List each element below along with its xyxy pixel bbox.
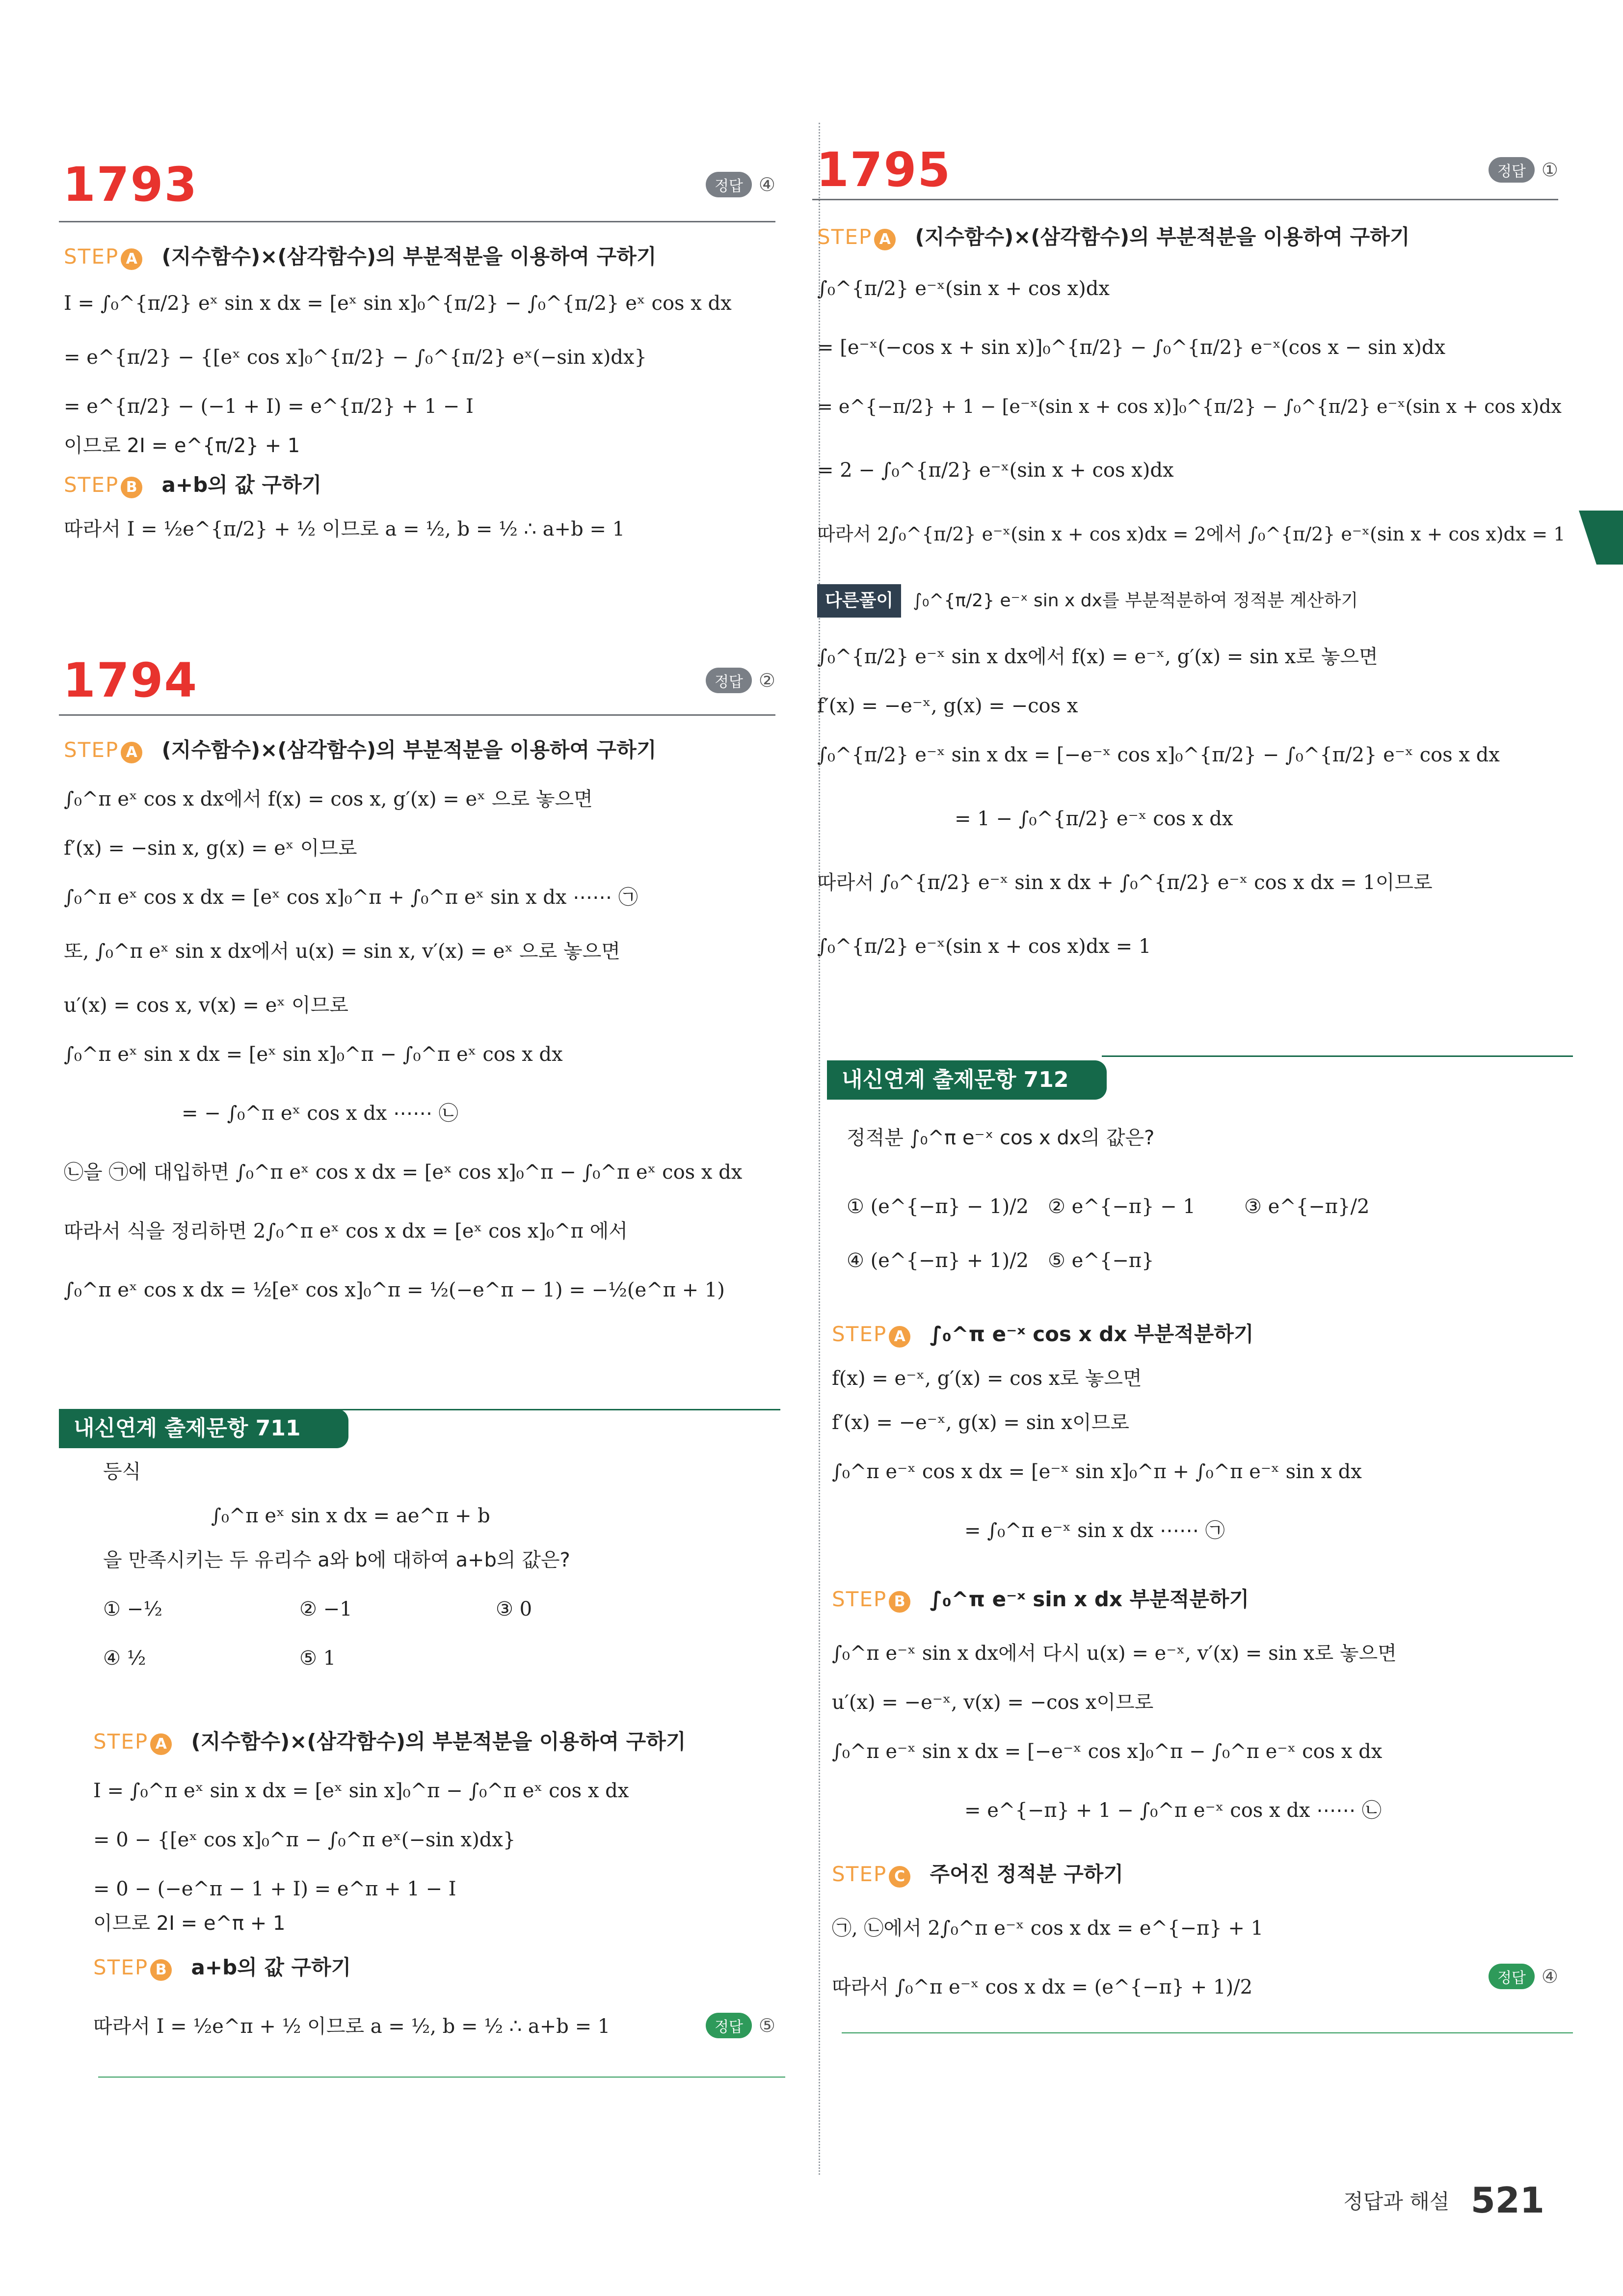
question-711 [59,1404,775,2091]
question-equation: ∫₀^π eˣ sin x dx = ae^π + b [211,1505,490,1527]
problem-1794 [59,653,775,1389]
math-line: ∫₀^π e⁻ˣ sin x dx = [−e⁻ˣ cos x]₀^π − ∫₀^π e⁻ˣ cos x dx [832,1740,1383,1763]
math-line: = 2 − ∫₀^{π/2} e⁻ˣ(sin x + cos x)dx [817,459,1174,482]
math-line: 이므로 2I = e^{π/2} + 1 [64,434,300,457]
choice[interactable]: ② −1 [299,1598,352,1621]
step-a-heading: STEP A (지수함수)×(삼각함수)의 부분적분을 이용하여 구하기 [64,736,656,764]
math-line: = − ∫₀^π eˣ cos x dx ⋯⋯ ㉡ [182,1102,458,1125]
math-line: ㉠, ㉡에서 2∫₀^π e⁻ˣ cos x dx = e^{−π} + 1 [832,1917,1264,1940]
step-a-heading: STEP A (지수함수)×(삼각함수)의 부분적분을 이용하여 구하기 [64,1728,686,1756]
final-line: 따라서 I = ½e^π + ½ 이므로 a = ½, b = ½ ∴ a+b = 1 [93,2015,611,2038]
choice[interactable]: ② e^{−π} − 1 [1048,1195,1196,1218]
right-column [812,0,1566,2296]
step-b-heading: STEP B ∫₀^π e⁻ˣ sin x dx 부분적분하기 [817,1586,1249,1613]
divider-line [59,221,775,222]
math-line: ∫₀^π e⁻ˣ cos x dx = [e⁻ˣ sin x]₀^π + ∫₀^π e⁻ˣ sin x dx [832,1460,1362,1483]
math-line: 따라서 식을 정리하면 2∫₀^π eˣ cos x dx = [eˣ cos x]₀^π 에서 [64,1220,628,1243]
choice[interactable]: ⑤ 1 [299,1647,336,1670]
choice[interactable]: ③ 0 [496,1598,532,1621]
problem-1793 [59,157,775,599]
problem-1795 [812,142,1566,977]
answer-value: ⑤ [758,2015,775,2036]
answer-label: 정답 [706,668,752,693]
answer-tag [706,668,775,693]
math-line: = 0 − (−e^π − 1 + I) = e^π + 1 − I [93,1878,456,1900]
question-stem: 등식 [103,1460,141,1483]
math-line: f′(x) = −sin x, g(x) = eˣ 이므로 [64,837,357,860]
section-tab[interactable] [1579,511,1623,565]
math-line: = e^{−π/2} + 1 − [e⁻ˣ(sin x + cos x)]₀^{π/2} − ∫₀^{π/2} e⁻ˣ(sin x + cos x)dx [817,396,1562,417]
math-line: 이므로 2I = e^π + 1 [93,1912,286,1935]
math-line: f′(x) = −e⁻ˣ, g(x) = −cos x [817,695,1078,717]
question-banner: 내신연계 출제문항 711 [59,1409,348,1448]
banner-rule [1102,1055,1573,1057]
math-line: ㉡을 ㉠에 대입하면 ∫₀^π eˣ cos x dx = [eˣ cos x]₀^π − ∫₀^π eˣ cos x dx [64,1161,743,1184]
math-line: = ∫₀^π e⁻ˣ sin x dx ⋯⋯ ㉠ [964,1519,1225,1542]
divider-line [812,199,1558,200]
step-b-heading: STEP B a+b의 값 구하기 [64,1954,351,1981]
step-b-heading: STEP B a+b의 값 구하기 [64,471,321,499]
math-line: = e^{π/2} − (−1 + I) = e^{π/2} + 1 − I [64,395,474,418]
problem-number: 1795 [816,142,952,197]
step-a-heading: STEP A ∫₀^π e⁻ˣ cos x dx 부분적분하기 [817,1321,1254,1348]
question-stem: 을 만족시키는 두 유리수 a와 b에 대하여 a+b의 값은? [103,1549,570,1571]
final-line: 따라서 I = ½e^{π/2} + ½ 이므로 a = ½, b = ½ ∴ a+b = 1 [64,518,625,540]
math-line: ∫₀^π eˣ sin x dx = [eˣ sin x]₀^π − ∫₀^π eˣ cos x dx [64,1043,563,1066]
answer-label: 정답 [706,2013,752,2038]
answer-label: 정답 [1489,157,1535,183]
math-line: = e^{π/2} − {[eˣ cos x]₀^{π/2} − ∫₀^{π/2} eˣ(−sin x)dx} [64,346,647,369]
question-banner: 내신연계 출제문항 712 [827,1060,1107,1100]
answer-value: ④ [758,174,775,195]
math-line: 또, ∫₀^π eˣ sin x dx에서 u(x) = sin x, v′(x) = eˣ 으로 놓으면 [64,940,620,963]
final-line: 따라서 ∫₀^π e⁻ˣ cos x dx = (e^{−π} + 1)/2 [832,1976,1253,1999]
math-line: u′(x) = −e⁻ˣ, v(x) = −cos x이므로 [832,1691,1154,1714]
choice[interactable]: ① (e^{−π} − 1)/2 [847,1195,1029,1218]
choice[interactable]: ① −½ [103,1598,162,1621]
math-line: ∫₀^{π/2} e⁻ˣ sin x dx에서 f(x) = e⁻ˣ, g′(x) = sin x로 놓으면 [817,646,1378,668]
math-line: I = ∫₀^π eˣ sin x dx = [eˣ sin x]₀^π − ∫₀^π eˣ cos x dx [93,1780,629,1802]
answer-value: ② [758,670,775,691]
answer-tag [706,172,775,197]
divider-line [59,714,775,716]
math-line: = [e⁻ˣ(−cos x + sin x)]₀^{π/2} − ∫₀^{π/2} e⁻ˣ(cos x − sin x)dx [817,336,1446,359]
choice[interactable]: ③ e^{−π}/2 [1244,1195,1370,1218]
step-a-heading: STEP A (지수함수)×(삼각함수)의 부분적분을 이용하여 구하기 [817,223,1410,251]
answer-value: ① [1541,159,1558,181]
answer-label: 정답 [1489,1964,1535,1989]
math-line: = 0 − {[eˣ cos x]₀^π − ∫₀^π eˣ(−sin x)dx} [93,1829,516,1851]
problem-number: 1793 [63,157,198,212]
math-line: 따라서 ∫₀^{π/2} e⁻ˣ sin x dx + ∫₀^{π/2} e⁻ˣ cos x dx = 1이므로 [817,871,1433,894]
step-c-heading: STEP C 주어진 정적분 구하기 [817,1861,1123,1888]
answer-label: 정답 [706,172,752,197]
choice[interactable]: ⑤ e^{−π} [1048,1249,1154,1272]
left-column [59,0,775,2296]
banner-rule [334,1409,780,1410]
math-line: f′(x) = −e⁻ˣ, g(x) = sin x이므로 [832,1411,1129,1434]
page-footer [1343,2180,1544,2221]
math-line: I = ∫₀^{π/2} eˣ sin x dx = [eˣ sin x]₀^{π/2} − ∫₀^{π/2} eˣ cos x dx [64,292,732,315]
answer-tag [1489,1964,1558,1989]
answer-tag [1489,157,1558,183]
math-line: 따라서 2∫₀^{π/2} e⁻ˣ(sin x + cos x)dx = 2에서 ∫₀^{π/2} e⁻ˣ(sin x + cos x)dx = 1 [817,523,1566,545]
math-line: ∫₀^π e⁻ˣ sin x dx에서 다시 u(x) = e⁻ˣ, v′(x) = sin x로 놓으면 [832,1642,1397,1665]
alt-solution-heading: 다른풀이 ∫₀^{π/2} e⁻ˣ sin x dx를 부분적분하여 정적분 계산하기 [817,584,1358,618]
answer-value: ④ [1541,1966,1558,1987]
math-line: ∫₀^π eˣ cos x dx에서 f(x) = cos x, g′(x) = eˣ 으로 놓으면 [64,788,593,810]
page-number: 521 [1470,2180,1544,2221]
math-line: ∫₀^{π/2} e⁻ˣ(sin x + cos x)dx = 1 [817,935,1151,958]
question-712 [812,1055,1558,2062]
math-line: ∫₀^{π/2} e⁻ˣ(sin x + cos x)dx [817,277,1110,300]
end-rule [98,2077,785,2078]
math-line: ∫₀^π eˣ cos x dx = ½[eˣ cos x]₀^π = ½(−e^π − 1) = −½(e^π + 1) [64,1279,725,1301]
math-line: f(x) = e⁻ˣ, g′(x) = cos x로 놓으면 [832,1367,1142,1390]
problem-number: 1794 [63,653,198,708]
math-line: ∫₀^{π/2} e⁻ˣ sin x dx = [−e⁻ˣ cos x]₀^{π/2} − ∫₀^{π/2} e⁻ˣ cos x dx [817,744,1500,766]
math-line: = 1 − ∫₀^{π/2} e⁻ˣ cos x dx [955,808,1233,830]
question-stem: 정적분 ∫₀^π e⁻ˣ cos x dx의 값은? [847,1127,1155,1149]
choice[interactable]: ④ ½ [103,1647,146,1670]
math-line: ∫₀^π eˣ cos x dx = [eˣ cos x]₀^π + ∫₀^π eˣ sin x dx ⋯⋯ ㉠ [64,886,638,909]
math-line: u′(x) = cos x, v(x) = eˣ 이므로 [64,994,348,1017]
answer-tag [706,2013,775,2038]
math-line: = e^{−π} + 1 − ∫₀^π e⁻ˣ cos x dx ⋯⋯ ㉡ [964,1799,1382,1822]
footer-label: 정답과 해설 [1343,2189,1450,2214]
choice[interactable]: ④ (e^{−π} + 1)/2 [847,1249,1029,1272]
end-rule [842,2032,1573,2033]
step-a-heading: STEP A (지수함수)×(삼각함수)의 부분적분을 이용하여 구하기 [64,243,656,270]
